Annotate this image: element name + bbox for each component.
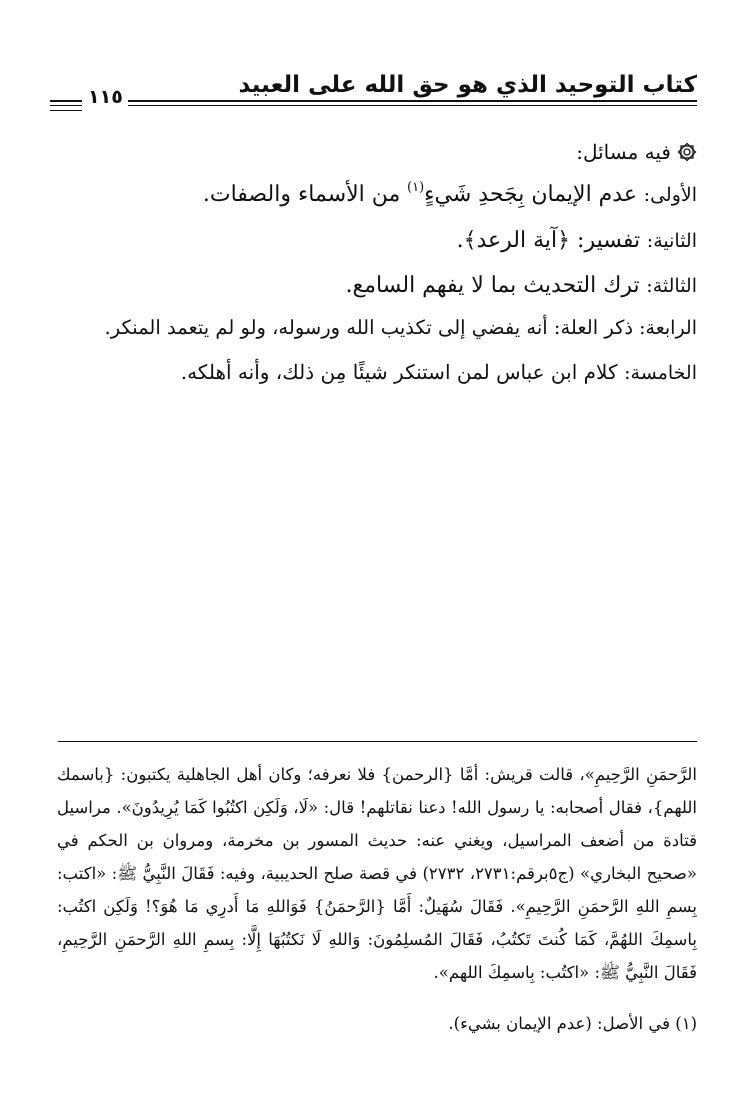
ornament-icon	[677, 142, 697, 162]
issue-label: الثالثة:	[646, 275, 697, 297]
issue-text: ترك التحديث بما لا يفهم السامع.	[345, 273, 640, 298]
footnote-ref: (١)	[407, 180, 425, 195]
issues-intro	[47, 140, 697, 164]
issue-label: الخامسة:	[624, 362, 697, 384]
issue-label: الثانية:	[646, 230, 697, 252]
issue-label: الرابعة:	[639, 317, 697, 339]
issue-text: كلام ابن عباس لمن استنكر شيئًا مِن ذلك، وأنه أهلكه.	[180, 360, 618, 384]
issues-intro-text: فيه مسائل:	[576, 140, 671, 164]
issue-text: تفسير: ﴿آية الرعد﴾.	[456, 228, 641, 253]
page-number-rule-middle	[50, 105, 82, 106]
issue-text: عدم الإيمان بِجَحدِ شَيءٍ	[424, 182, 637, 207]
header-rule-bottom	[128, 105, 697, 106]
issue-item	[105, 316, 697, 339]
issue-item	[181, 360, 697, 384]
issue-item	[346, 273, 697, 298]
issue-text: ذكر العلة: أنه يفضي إلى تكذيب الله ورسوله، ولو لم يتعمد المنكر.	[104, 316, 634, 339]
footnote-separator	[58, 741, 697, 742]
page-number-rule-top	[50, 100, 82, 102]
issue-text-after: من الأسماء والصفات.	[202, 182, 401, 207]
issue-item	[457, 228, 697, 253]
page-number: ١١٥	[88, 86, 123, 108]
header-rule-top	[128, 100, 697, 102]
running-header-title: كتاب التوحيد الذي هو حق الله على العبيد	[238, 72, 697, 98]
footnote-1: (١) في الأصل: (عدم الإيمان بشيء).	[448, 1014, 697, 1033]
issue-item	[203, 180, 697, 207]
issue-label: الأولى:	[643, 184, 697, 206]
footnote-continuation: الرَّحمَنِ الرَّحِيمِ»، قالت قريش: أمَّا {الرحمن} فلا نعرفه؛ وكان أهل الجاهلية يكتبون: {باسمك اللهم}، فقال أصحابه: يا رسول الله! دعنا نقاتلهم! قال: «لَا، وَلَكِن اكتُبُوا كَمَا يُرِيدُونَ». مراسيل قتادة من أضعف المراسيل، ويغني عنه: حديث المسور بن مخرمة، ومروان بن الحكم في «صحيح البخاري» (ج٥برقم:٢٧٣١، ٢٧٣٢) في قصة صلح الحديبية، وفيه: فَقَالَ النَّبِيُّ ﷺ: «اكتب: بِسمِ اللهِ الرَّحمَنِ الرَّحِيمِ». فَقَالَ سُهَيلٌ: أَمَّا {الرَّحمَنُ} فَوَاللهِ مَا أَدرِي مَا هُوَ؟! وَلَكِن اكتُب: بِاسمِكَ اللهُمَّ، كَمَا كُنتَ تَكتُبُ، فَقَالَ المُسلِمُونَ: وَاللهِ لَا نَكتُبُهَا إِلَّا: بِسمِ اللهِ الرَّحمَنِ الرَّحِيمِ، فَقَالَ النَّبِيُّ ﷺ: «اكتُب: بِاسمِكَ اللهم».	[57, 765, 697, 982]
page-number-rule-bottom	[50, 110, 82, 111]
